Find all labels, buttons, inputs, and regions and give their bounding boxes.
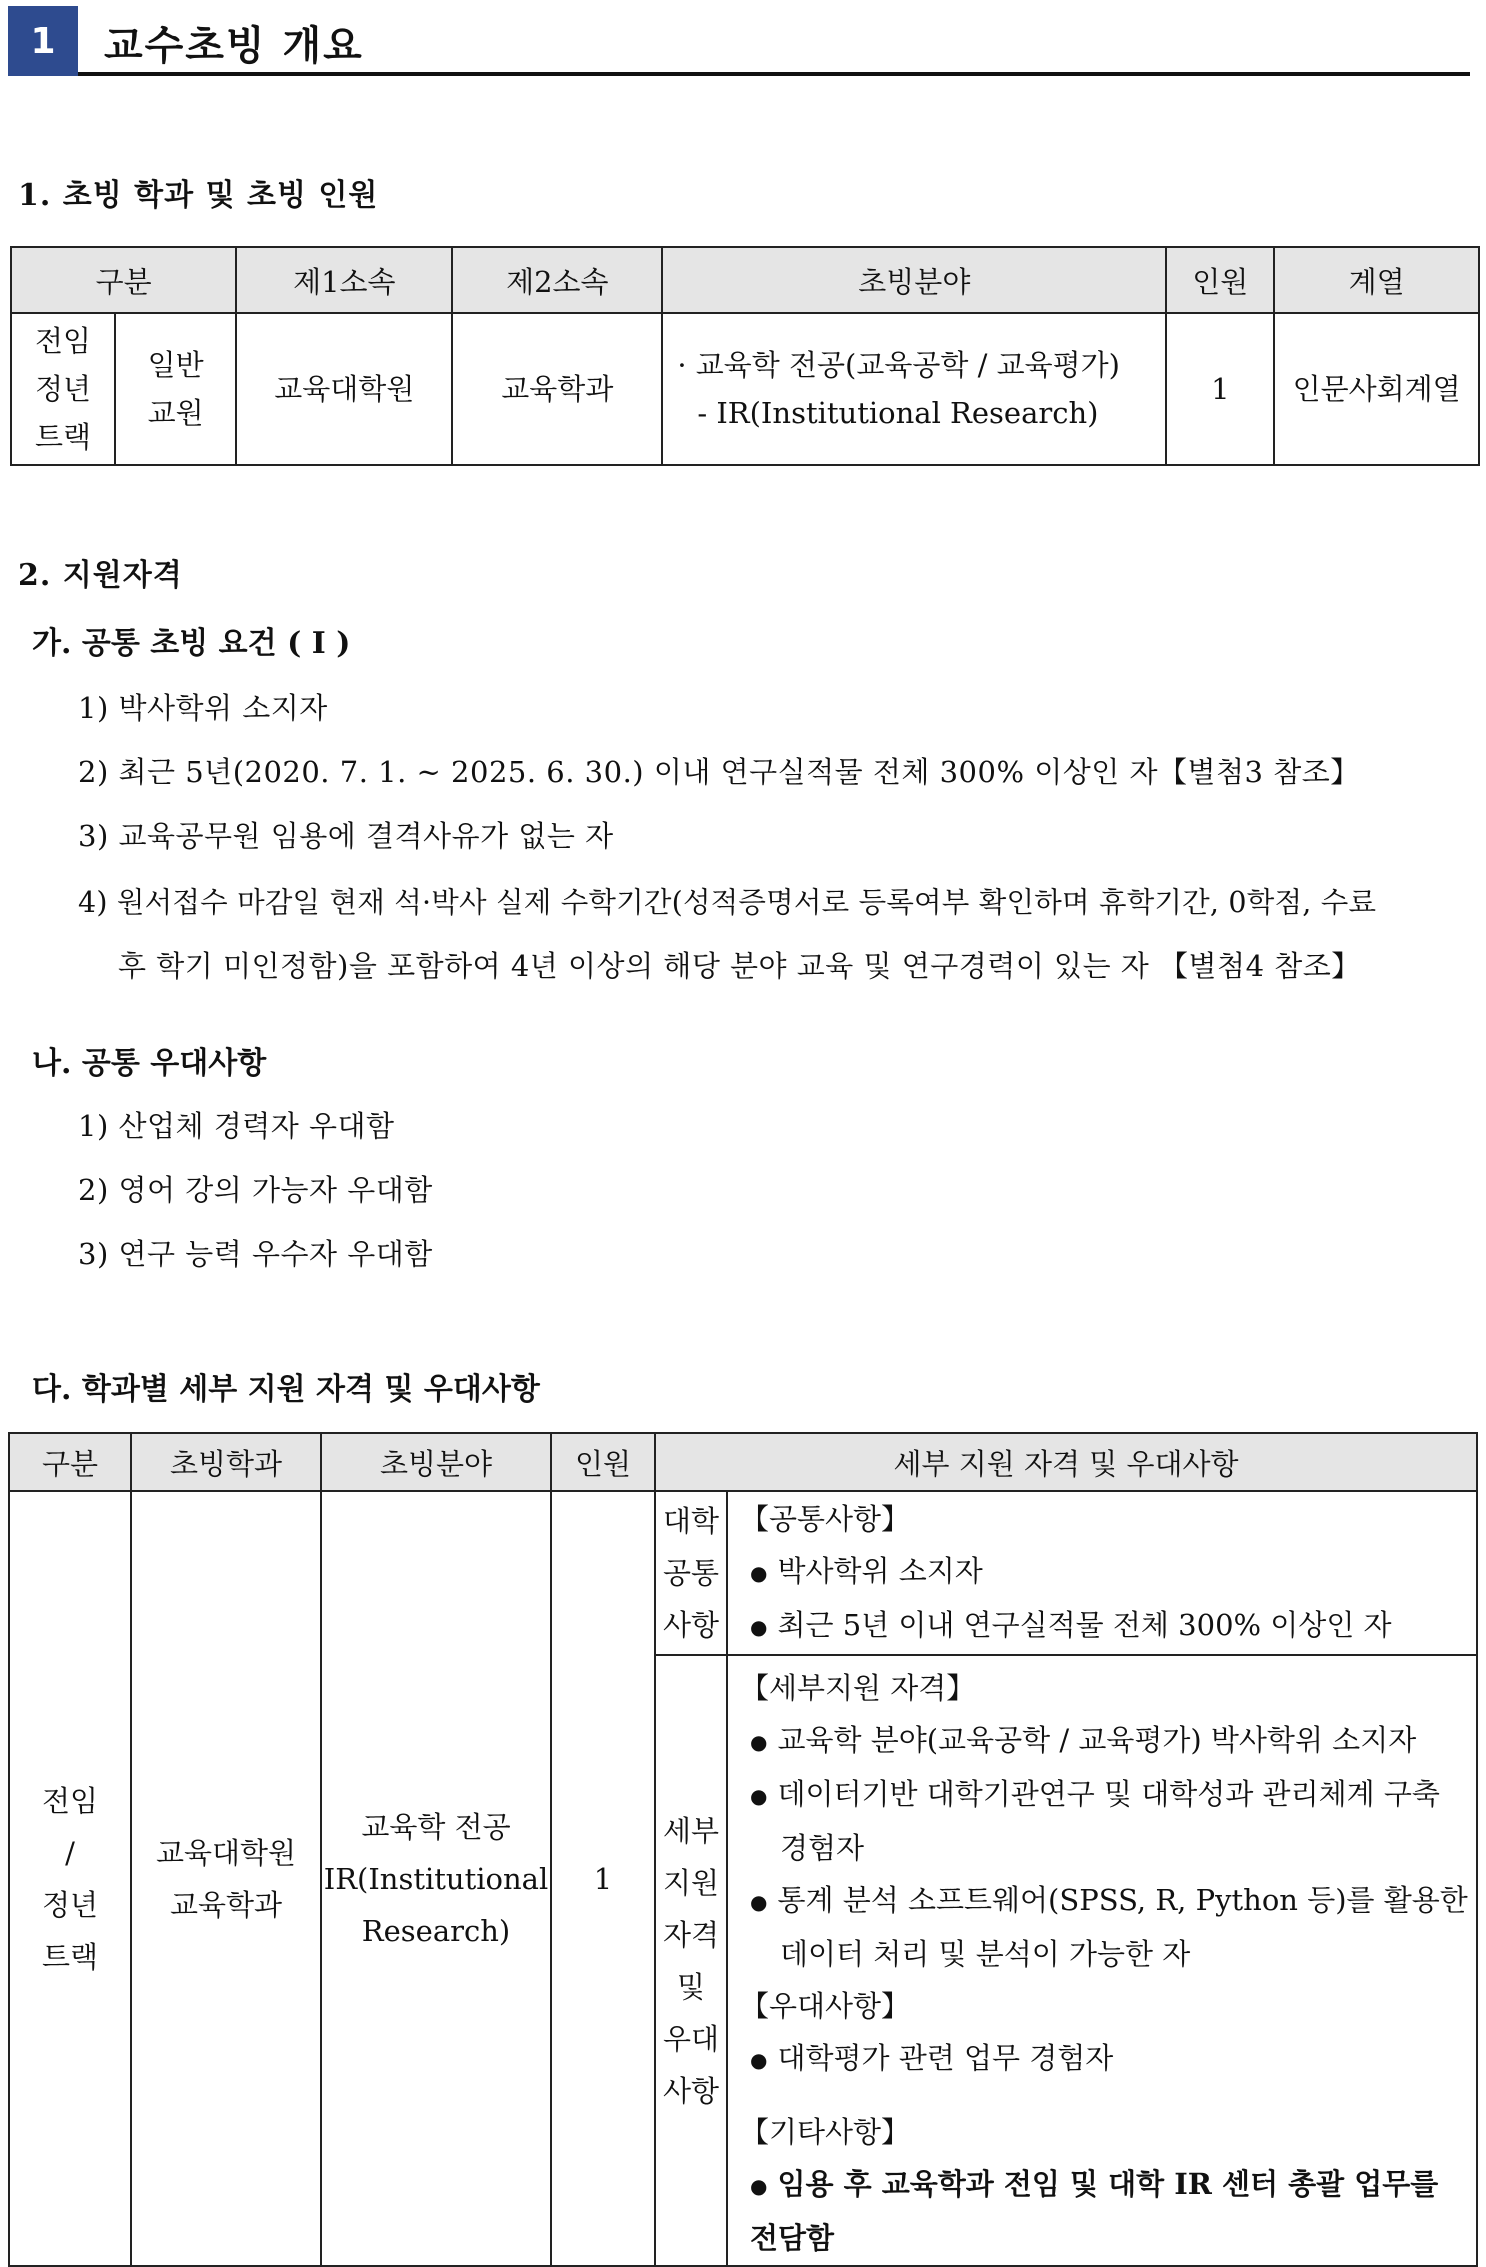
list-item: ● 통계 분석 소프트웨어(SPSS, R, Python 등)를 활용한 [750,1883,1468,1917]
col-header-category: 구분 [11,247,236,313]
ga-item-4: 4) 원서접수 마감일 현재 석·박사 실제 수학기간(성적증명서로 등록여부 확인하며 휴학기간, 0학점, 수료 [78,886,1377,919]
col-header-details: 세부 지원 자격 및 우대사항 [655,1433,1477,1491]
section2-title: 2. 지원자격 [18,558,183,593]
table-row [9,1491,1477,1655]
cell-detail-details: 【세부지원 자격】 ● 교육학 분야(교육공학 / 교육평가) 박사학위 소지자 ● 데이터기반 대학기관연구 및 대학성과 관리체계 구축 경험자 ● 통계 분석 소프트웨어(SPSS, R, Python 등)를 활용한 데이터 처리 및 분석이 가능한 자 【우대사항】 ● 대학평가 관련 업무 경험자 【기타사항】 ● 임용 후 교육학과 전임 및 대학 IR 센터 총괄 업무를 전담함 [727,1655,1477,2266]
list-item: ● 교육학 분야(교육공학 / 교육평가) 박사학위 소지자 [750,1723,1417,1757]
na-item-2: 2) 영어 강의 가능자 우대함 [78,1173,433,1207]
list-item: ● 데이터기반 대학기관연구 및 대학성과 관리체계 구축 [750,1777,1440,1811]
col-header-field: 초빙분야 [321,1433,551,1491]
ga-item-3: 3) 교육공무원 임용에 결격사유가 없는 자 [78,819,614,853]
cell-common-label: 대학 공통 사항 [655,1491,727,1655]
table-row [11,313,1479,465]
list-item: ● 임용 후 교육학과 전임 및 대학 IR 센터 총괄 업무를 전담함 [750,2167,1439,2255]
cell-track: 전임 정년 트랙 [11,313,115,465]
col-header-category: 구분 [9,1433,131,1491]
subsection-na-title: 나. 공통 우대사항 [32,1046,267,1081]
ga-item-2: 2) 최근 5년(2020. 7. 1. ~ 2025. 6. 30.) 이내 연구실적물 전체 300% 이상인 자【별첨3 참조】 [78,755,1360,789]
subsection-da-title: 다. 학과별 세부 지원 자격 및 우대사항 [32,1372,540,1407]
cell-field: · 교육학 전공(교육공학 / 교육평가) - IR(Institutional Research) [662,313,1166,465]
col-header-dept: 초빙학과 [131,1433,321,1491]
header-underline [78,72,1470,76]
bullet-icon: ● [750,1730,768,1754]
bullet-icon: ● [750,1615,768,1639]
ga-item-1: 1) 박사학위 소지자 [78,691,328,725]
bullet-icon: ● [750,1890,768,1914]
section-number-badge: 1 [8,6,78,76]
section1-title: 1. 초빙 학과 및 초빙 인원 [18,178,379,213]
list-item: ● 박사학위 소지자 [750,1554,983,1588]
list-item: ● 대학평가 관련 업무 경험자 [750,2041,1114,2075]
ga-item-4-cont: 후 학기 미인정함)을 포함하여 4년 이상의 해당 분야 교육 및 연구경력이 있는 자 【별첨4 참조】 [118,949,1361,983]
col-header-count: 인원 [1166,247,1274,313]
bullet-icon: ● [750,1561,768,1585]
col-header-count: 인원 [551,1433,655,1491]
col-header-affil2: 제2소속 [452,247,662,313]
cell-detail-label: 세부 지원 자격 및 우대 사항 [655,1655,727,2266]
cell-field: 교육학 전공 IR(Institutional Research) [321,1491,551,2266]
bullet-icon: ● [750,2174,768,2198]
col-header-affil1: 제1소속 [236,247,452,313]
list-item: ● 최근 5년 이내 연구실적물 전체 300% 이상인 자 [750,1608,1392,1642]
cell-common-details: 【공통사항】 ● 박사학위 소지자 ● 최근 5년 이내 연구실적물 전체 300% 이상인 자 [727,1491,1477,1655]
bullet-icon: ● [750,1784,768,1808]
cell-affil2: 교육학과 [452,313,662,465]
col-header-series: 계열 [1274,247,1479,313]
subsection-ga-title: 가. 공통 초빙 요건 ( Ⅰ ) [32,626,351,661]
dept-detail-table [8,1432,1478,2267]
cell-track: 전임 / 정년 트랙 [9,1491,131,2266]
table-header-row [9,1433,1477,1491]
cell-series: 인문사회계열 [1274,313,1479,465]
bullet-icon: ● [750,2048,768,2072]
col-header-field: 초빙분야 [662,247,1166,313]
cell-count: 1 [551,1491,655,2266]
cell-count: 1 [1166,313,1274,465]
table-header-row [11,247,1479,313]
na-item-1: 1) 산업체 경력자 우대함 [78,1109,395,1143]
section-header-title: 교수초빙 개요 [104,23,364,69]
cell-dept: 교육대학원 교육학과 [131,1491,321,2266]
section-header [8,6,1470,78]
cell-type: 일반 교원 [115,313,236,465]
na-item-3: 3) 연구 능력 우수자 우대함 [78,1237,433,1271]
recruitment-table [10,246,1480,466]
cell-affil1: 교육대학원 [236,313,452,465]
